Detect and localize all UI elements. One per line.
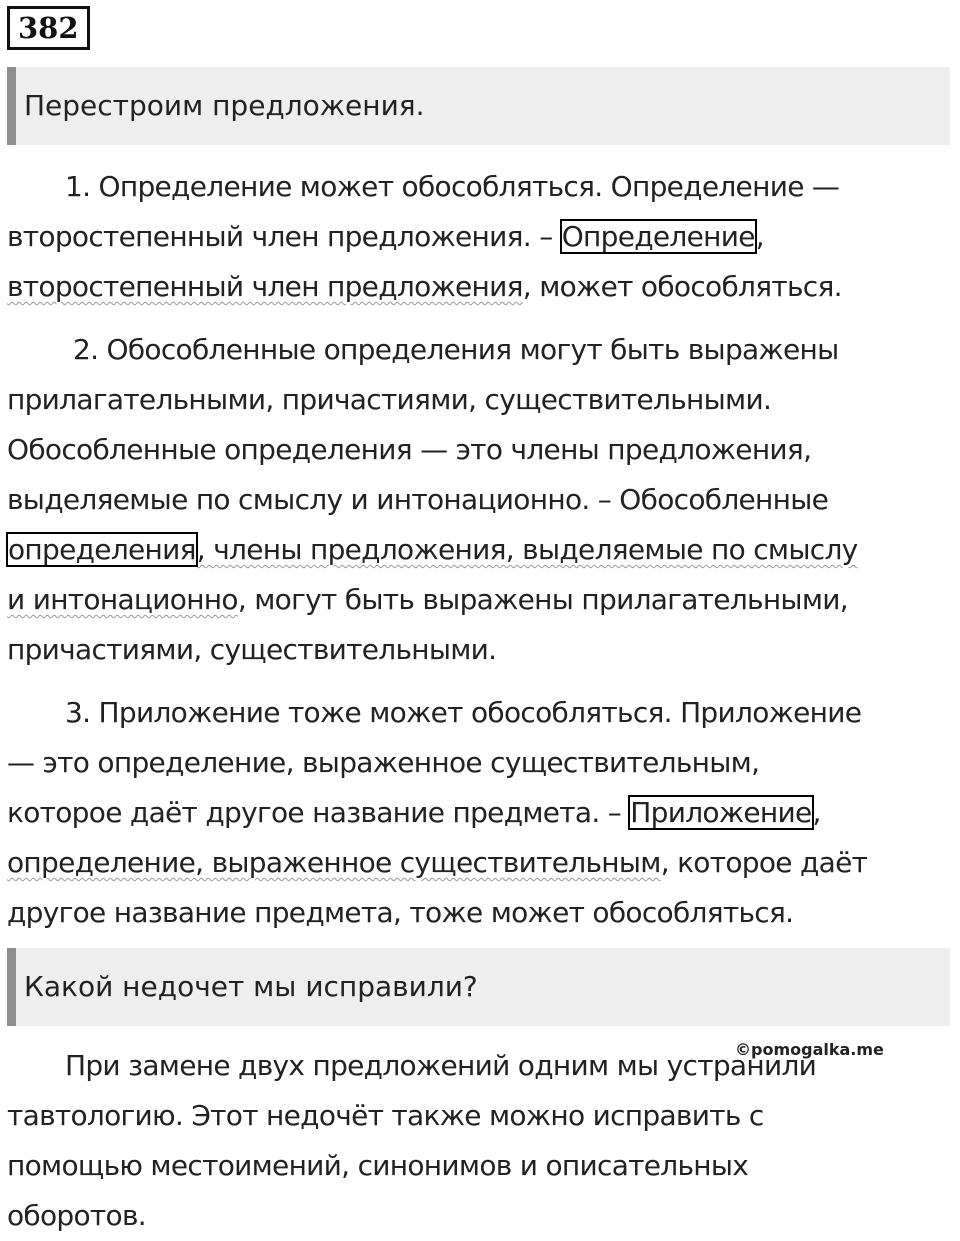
wavy-underlined-phrase: определение, выраженное существительным bbox=[7, 846, 661, 879]
item-1-line-2-text: второстепенный член предложения. – bbox=[7, 220, 561, 253]
item-3-line-1: 3. Приложение тоже может обособляться. Приложение bbox=[65, 696, 862, 729]
item-1-line-1: 1. Определение может обособляться. Определение — bbox=[65, 170, 840, 203]
item-2-line-7: причастиями, существительными. bbox=[7, 633, 497, 666]
task-prompt-restructure: Перестроим предложения. bbox=[7, 67, 950, 145]
answer-line-2: тавтологию. Этот недочёт также можно исправить с bbox=[7, 1099, 764, 1132]
item-3-line-3-text: которое даёт другое название предмета. – bbox=[7, 796, 630, 829]
item-2 bbox=[7, 325, 952, 675]
item-1-line-3 bbox=[7, 262, 952, 312]
item-1-comma: , bbox=[755, 220, 764, 253]
exercise-number: 382 bbox=[7, 6, 90, 50]
boxed-word-opredeleniya: определения bbox=[8, 533, 196, 566]
item-2-line-4: выделяемые по смыслу и интонационно. – Обособленные bbox=[7, 483, 829, 516]
answer-line-4: оборотов. bbox=[7, 1199, 146, 1232]
item-2-line-1: 2. Обособленные определения могут быть выражены bbox=[73, 333, 839, 366]
item-3-line-5: другое название предмета, тоже может обособляться. bbox=[7, 896, 794, 929]
item-2-line-2: прилагательными, причастиями, существительными. bbox=[7, 383, 772, 416]
item-1-line-3-text: , может обособляться. bbox=[522, 270, 842, 303]
boxed-word-opredelenie: Определение bbox=[561, 220, 755, 253]
watermark: ©pomogalka.me bbox=[735, 1040, 884, 1059]
item-3-line-2: — это определение, выраженное существительным, bbox=[7, 746, 760, 779]
answer-line-1: При замене двух предложений одним мы устранили bbox=[65, 1049, 817, 1082]
item-3 bbox=[7, 688, 952, 938]
answer-paragraph bbox=[7, 1041, 952, 1241]
item-2-line-5 bbox=[7, 525, 952, 575]
boxed-word-prilozhenie: Приложение bbox=[630, 796, 812, 829]
item-2-line-6-text: , могут быть выражены прилагательными, bbox=[237, 583, 848, 616]
task-prompt-question: Какой недочет мы исправили? bbox=[7, 948, 950, 1026]
item-2-line-6 bbox=[7, 575, 952, 625]
item-3-line-4 bbox=[7, 838, 952, 888]
item-1 bbox=[7, 162, 952, 312]
wavy-underlined-phrase: , члены предложения, выделяемые по смыслу bbox=[196, 533, 858, 566]
item-2-line-3: Обособленные определения — это члены предложения, bbox=[7, 433, 812, 466]
item-3-line-4-text: , которое даёт bbox=[660, 846, 868, 879]
wavy-underlined-phrase: и интонационно bbox=[7, 583, 238, 616]
item-3-comma: , bbox=[812, 796, 821, 829]
wavy-underlined-phrase: второстепенный член предложения bbox=[7, 270, 523, 303]
item-3-line-3 bbox=[7, 788, 952, 838]
answer-line-3: помощью местоимений, синонимов и описательных bbox=[7, 1149, 749, 1182]
item-1-line-2 bbox=[7, 212, 952, 262]
